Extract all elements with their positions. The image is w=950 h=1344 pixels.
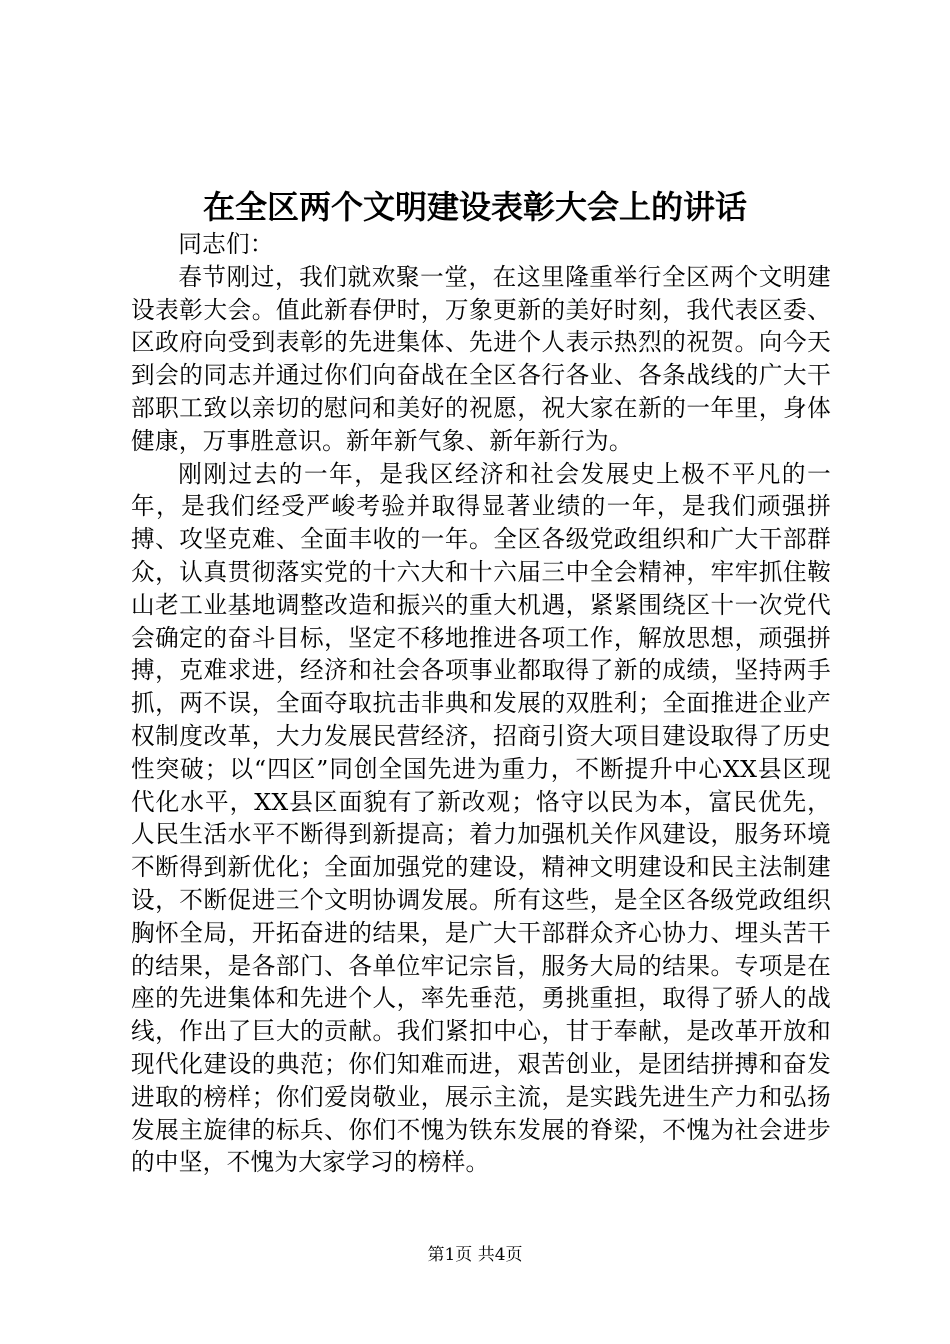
page-number: 第1页 共4页: [427, 1245, 523, 1265]
paragraph-1: 春节刚过，我们就欢聚一堂，在这里隆重举行全区两个文明建设表彰大会。值此新春伊时，万象更新的美好时刻，我代表区委、区政府向受到表彰的先进集体、先进个人表示热烈的祝贺。向今天到会的同志并通过你们向奋战在全区各行各业、各条战线的广大干部职工致以亲切的慰问和美好的祝愿，祝大家在新的一年里，身体健康，万事胜意识。新年新气象、新年新行为。: [131, 262, 831, 455]
document-title: 在全区两个文明建设表彰大会上的讲话: [202, 188, 747, 226]
greeting: 同志们：: [178, 230, 274, 258]
paragraph-2: 刚刚过去的一年，是我区经济和社会发展史上极不平凡的一年，是我们经受严峻考验并取得显著业绩的一年，是我们顽强拼搏、攻坚克难、全面丰收的一年。全区各级党政组织和广大干部群众，认真贯彻落实党的十六大和十六届三中全会精神，牢牢抓住鞍山老工业基地调整改造和振兴的重大机遇，紧紧围绕区十一次党代会确定的奋斗目标，坚定不移地推进各项工作，解放思想，顽强拼搏，克难求进，经济和社会各项事业都取得了新的成绩，坚持两手抓，两不误，全面夺取抗击非典和发展的双胜利；全面推进企业产权制度改革，大力发展民营经济，招商引资大项目建设取得了历史性突破；以“四区”同创全国先进为重力，不断提升中心XX县区现代化水平，XX县区面貌有了新改观；恪守以民为本，富民优先，人民生活水平不断得到新提高；着力加强机关作风建设，服务环境不断得到新优化；全面加强党的建设，精神文明建设和民主法制建设，不断促进三个文明协调发展。所有这些，是全区各级党政组织胸怀全局，开拓奋进的结果，是广大干部群众齐心协力、埋头苦干的结果，是各部门、各单位牢记宗旨，服务大局的结果。专项是在座的先进集体和先进个人，率先垂范，勇挑重担，取得了骄人的战线，作出了巨大的贡献。我们紧扣中心，甘于奉献，是改革开放和现代化建设的典范；你们知难而进，艰苦创业，是团结拼搏和奋发进取的榜样；你们爱岗敬业，展示主流，是实践先进生产力和弘扬发展主旋律的标兵、你们不愧为铁东发展的脊梁，不愧为社会进步的中坚，不愧为大家学习的榜样。: [131, 459, 831, 1177]
document-body: [131, 228, 831, 1179]
